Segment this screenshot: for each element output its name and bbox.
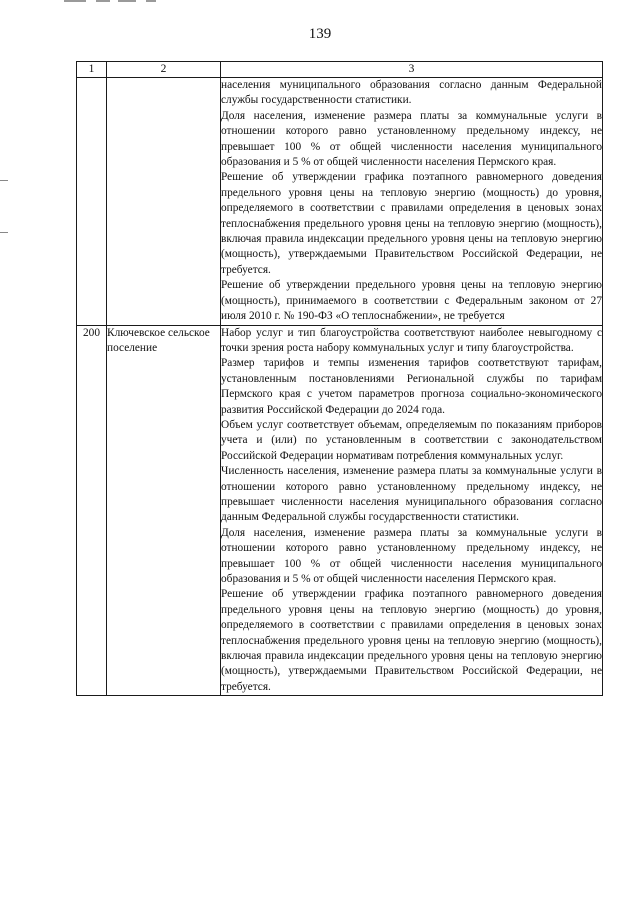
description-paragraph: Решение об утверждении предельного уровня цены на тепловую энергию (мощность), принимаемого в соответствии с Федеральным законом от 27 июля 2010 г. № 190-ФЗ «О теплоснабжении», не требуется [221,279,602,323]
table-header-row [77,62,603,78]
description-paragraph: Решение об утверждении графика поэтапного равномерного доведения предельного уровня цены на тепловую энергию (мощность) до уровня, определяемого в соответствии с правилами определения в ценовых зонах теплоснабжения предельного уровня цены на тепловую энергию (мощность), включая правила индексации предельного уровня цены на тепловую энергию (мощность), утверждаемыми Правительством Российской Федерации, не требуется. [221,171,602,276]
description-cell [221,78,603,326]
description-paragraph: Доля населения, изменение размера платы за коммунальные услуги в отношении которого равно установленному предельному индексу, не превышает 100 % от общей численности населения муниципального образования и 5 % от общей численности населения Пермского края. [221,109,602,169]
scan-top-mark [96,0,110,2]
row-number-cell [77,78,107,326]
scan-top-mark [146,0,156,2]
column-header: 3 [221,62,603,78]
scan-top-mark [64,0,86,2]
table-row [77,78,603,326]
row-number-cell: 200 [77,325,107,696]
description-paragraph: населения муниципального образования согласно данным Федеральной службы государственности статистики. [221,79,602,107]
table-row [77,325,603,696]
municipality-name-cell: Ключевское сельское поселение [107,325,221,696]
description-cell [221,325,603,696]
regulation-table [76,61,603,696]
description-paragraph: Набор услуг и тип благоустройства соответствуют наиболее невыгодному с точки зрения роста набору коммунальных услуг и типу благоустройства. [221,326,602,354]
column-header: 2 [107,62,221,78]
scan-margin-mark [0,180,8,181]
scan-margin-mark [0,232,8,233]
description-paragraph: Размер тарифов и темпы изменения тарифов соответствуют тарифам, установленным постановлениями Региональной службы по тарифам Пермского края с учетом параметров прогноза социально-экономического развития Российской Федерации до 2024 года. [221,357,602,416]
description-paragraph: Доля населения, изменение размера платы за коммунальные услуги в отношении которого равно установленному предельному индексу, не превышает 100 % от общей численности населения муниципального образования и 5 % от общей численности населения Пермского края. [221,526,602,585]
scan-top-mark [118,0,136,2]
column-header: 1 [77,62,107,78]
description-paragraph: Объем услуг соответствует объемам, определяемым по показаниям приборов учета и (или) по установленным в соответствии с законодательством Российской Федерации нормативам потребления коммунальных услуг. [221,418,602,462]
description-paragraph: Численность населения, изменение размера платы за коммунальные услуги в отношении которого равно установленному предельному индексу, не превышает численности населения муниципального образования согласно данным Федеральной службы государственности статистики. [221,465,602,524]
page-number: 139 [308,26,332,42]
municipality-name-cell [107,78,221,326]
description-paragraph: Решение об утверждении графика поэтапного равномерного доведения предельного уровня цены на тепловую энергию (мощность) до уровня, определяемого в соответствии с правилами определения в ценовых зонах теплоснабжения предельного уровня цены на тепловую энергию (мощность), включая правила индексации предельного уровня цены на тепловую энергию (мощность), утверждаемыми Правительством Российской Федерации, не требуется. [221,588,602,693]
